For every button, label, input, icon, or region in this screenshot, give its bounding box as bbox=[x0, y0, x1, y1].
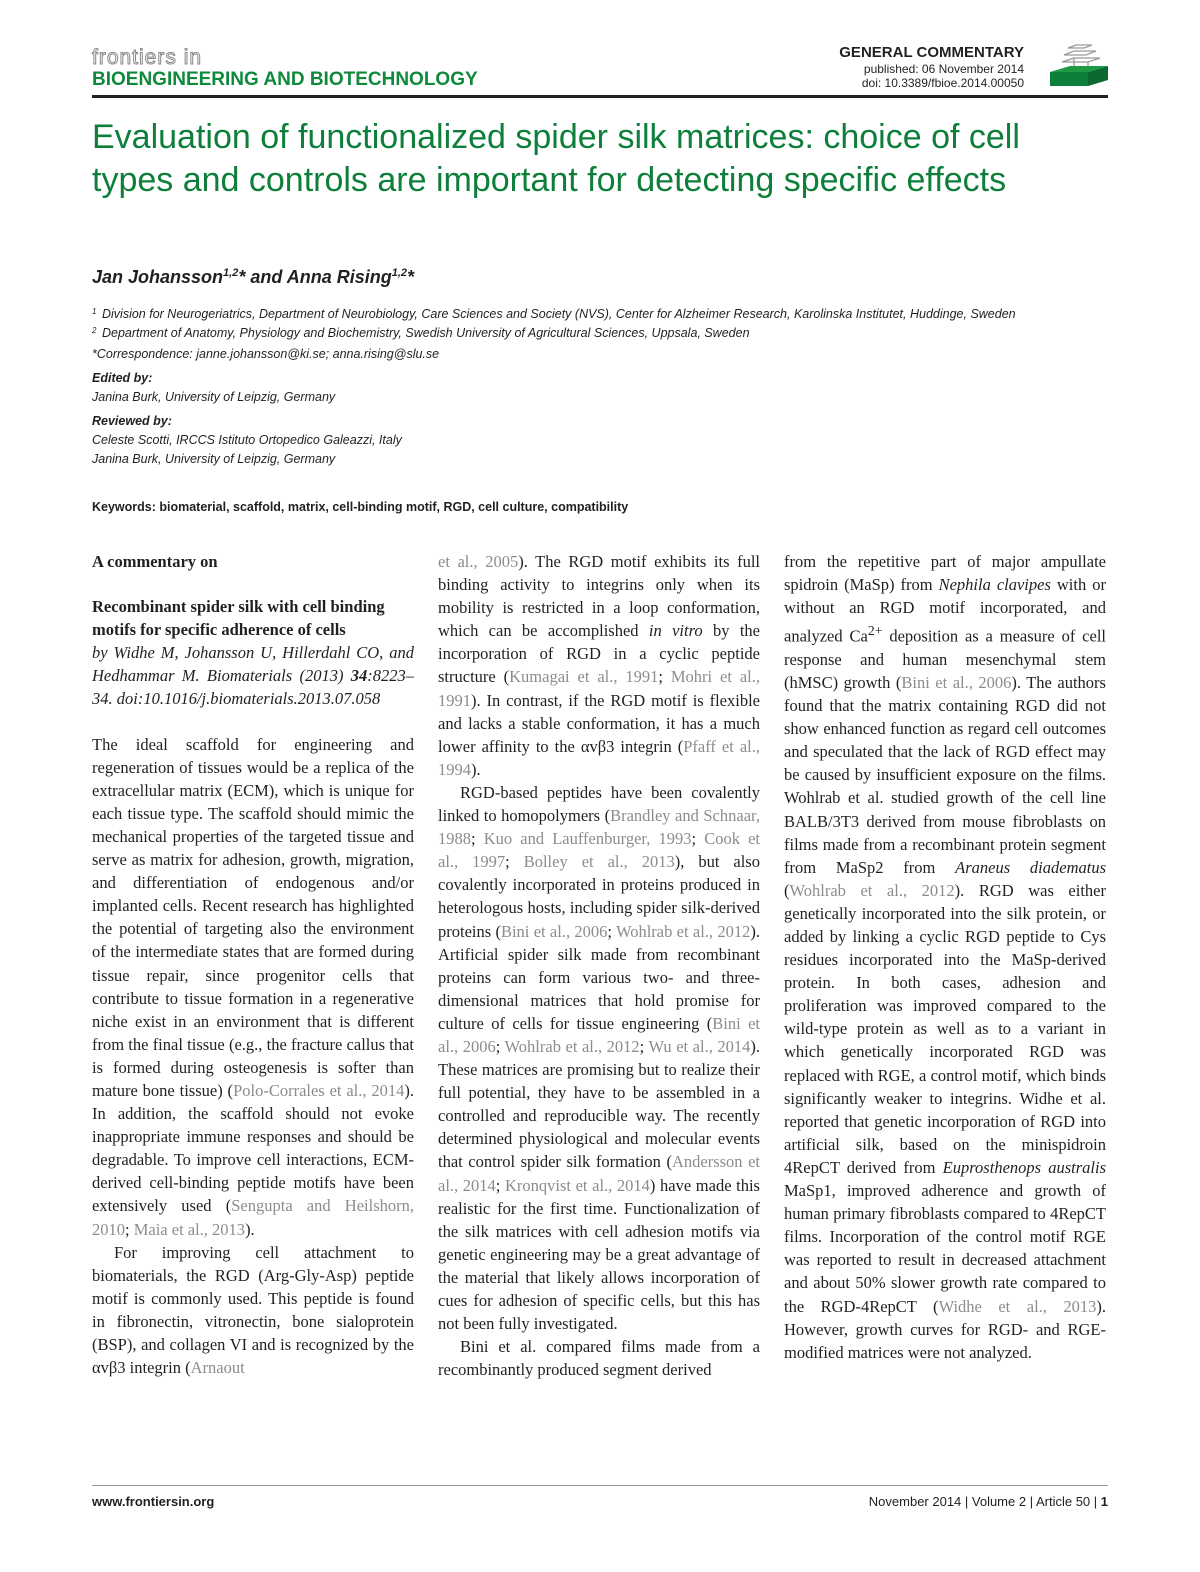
correspondence: *Correspondence: janne.johansson@ki.se; anna.rising@slu.se bbox=[92, 347, 440, 361]
citation-link[interactable]: Kuo and Lauffenburger, 1993 bbox=[483, 829, 692, 849]
citation-link[interactable]: Brandley and Schnaar, 1988 bbox=[438, 806, 760, 849]
doi: doi: 10.3389/fbioe.2014.00050 bbox=[861, 76, 1024, 90]
paragraph: Bini et al. compared films made from a recombinantly produced segment derived bbox=[438, 1337, 760, 1380]
citation-link[interactable]: Kumagai et al., 1991 bbox=[509, 667, 659, 687]
affiliation-2 bbox=[92, 324, 1092, 343]
citation-link[interactable]: Pfaff et al., 1994 bbox=[438, 736, 760, 779]
article-type: GENERAL COMMENTARY bbox=[839, 44, 1024, 61]
citation-link[interactable]: Wu et al., 2014 bbox=[648, 1036, 751, 1056]
paragraph: RGD-based peptides have been covalently linked to homopolymers (Brandley and Schnaar, 1988; Kuo and Lauffenburger, 1993; Cook et al., 1997; Bolley et al., 2013), but also covalently incorporated in proteins produced in heterologous hosts, including spider silk-derived proteins (Bini et al., 2006; Wohlrab et al., 2012). Artificial spider silk made from recombinant proteins can form various two- and three-dimensional matrices that hold promise for culture of cells for tissue engineering (Bini et al., 2006; Wohlrab et al., 2012; Wu et al., 2014). These matrices are promising but to realize their full potential, they have to be assembled in a controlled and reproducible way. The recently determined physiological and molecular events that control spider silk formation (Andersson et al., 2014; Kronqvist et al., 2014) have made this realistic for the first time. Functionalization of the silk matrices with cell adhesion motifs via genetic engineering may be a great advantage of the material that likely allows incorporation of cues for adhesion of specific cells, but this has not been fully investigated. bbox=[438, 782, 761, 1334]
citation-link[interactable]: Sengupta and Heilshorn, 2010 bbox=[92, 1196, 414, 1239]
header-rule bbox=[92, 95, 1108, 98]
paragraph: from the repetitive part of major ampullate spidroin (MaSp) from Nephila clavipes with or without an RGD motif incorporated, and analyzed $Ca^{2+}$ deposition as a measure of cell response and human mesenchymal stem (hMSC) growth (Bini et al., 2006). The authors found that the matrix containing RGD did not show enhanced function as regard cell outcomes and speculated that the lack of RGD effect may be caused by insufficient exposure on the films. Wohlrab et al. studied growth of the cell line BALB/3T3 derived from mouse fibroblasts on films made from a recombinant protein segment from MaSp2 from Araneus diadematus (Wohlrab et al., 2012). RGD was either genetically incorporated into the silk protein, or added by linking a cyclic RGD peptide to Cys residues incorporated into the MaSp-derived protein. In both cases, adhesion and proliferation was improved compared to the wild-type protein as well as to a variant in which genetically incorporated RGD was replaced with RGE, a control motif, which binds significantly weaker to integrins. Widhe et al. reported that genetic incorporation of RGD into artificial silk, based on the minispidroin 4RepCT derived from Euprosthenops australis MaSp1, improved adherence and growth of human primary fibroblasts compared to 4RepCT films. Incorporation of the control motif RGE was reported to result in decreased attachment and about 50% slower growth rate compared to the RGD-4RepCT (Widhe et al., 2013). However, growth curves for RGD- and RGE-modified matrices were not analyzed. bbox=[784, 552, 1106, 1362]
issue-info bbox=[869, 1494, 1108, 1509]
author-list bbox=[92, 267, 414, 288]
keywords: Keywords: biomaterial, scaffold, matrix, cell-binding motif, RGD, cell culture, compatibility bbox=[92, 500, 629, 514]
author-1-corr-mark: * bbox=[238, 267, 246, 287]
citation-link[interactable]: Wohlrab et al., 2012 bbox=[615, 921, 751, 941]
journal-website-link[interactable]: www.frontiersin.org bbox=[92, 1494, 215, 1509]
citation-link[interactable]: Arnaout bbox=[190, 1358, 245, 1378]
commented-article-title: Recombinant spider silk with cell binding motifs for specific adherence of cells bbox=[92, 597, 385, 640]
citation-link[interactable]: Wohlrab et al., 2012 bbox=[789, 880, 955, 900]
paragraph: The ideal scaffold for engineering and regeneration of tissues would be a replica of the extracellular matrix (ECM), which is unique for each tissue type. The scaffold should mimic the mechanical properties of the targeted tissue and serve as matrix for adhesion, growth, migration, and differentiation of endogenous and/or implanted cells. Recent research has highlighted the potential of targeting also the environment of the intermediate states that are formed during tissue repair, since progenitor cells that contribute to tissue formation in a regenerative niche exist in an environment that is different from the final tissue (e.g., the fracture callus that is formed during osteogenesis is softer than mature bone tissue) (Polo-Corrales et al., 2014). In addition, the scaffold should not evoke inappropriate immune responses and should be degradable. To improve cell interactions, ECM-derived cell-binding peptide motifs have been extensively used (Sengupta and Heilshorn, 2010; Maia et al., 2013). bbox=[92, 734, 414, 1239]
article-meta bbox=[839, 44, 1024, 90]
reviewer-2: Janina Burk, University of Leipzig, Germany bbox=[92, 452, 336, 466]
paragraph: et al., 2005). The RGD motif exhibits its full binding activity to integrins only when its mobility is restricted in a loop conformation, which can be accomplished in vitro by the incorporation of RGD in a cyclic peptide structure (Kumagai et al., 1991; Mohri et al., 1991). In contrast, if the RGD motif is flexible and lacks a stable conformation, it has a much lower affinity to the αvβ3 integrin (Pfaff et al., 1994). bbox=[438, 552, 760, 779]
footer-rule bbox=[92, 1485, 1108, 1486]
affiliation-1 bbox=[92, 305, 1092, 324]
author-1-affil: 1,2 bbox=[223, 267, 239, 279]
citation-link[interactable]: Kronqvist et al., 2014 bbox=[504, 1175, 650, 1195]
citation-link[interactable]: Cook et al., 1997 bbox=[438, 829, 760, 872]
affiliations bbox=[92, 305, 1092, 469]
edited-by-label: Edited by: bbox=[92, 371, 153, 385]
citation-link[interactable]: Mohri et al., 1991 bbox=[438, 667, 760, 710]
stacked-layers-logo-icon bbox=[1048, 40, 1110, 90]
citation-volume: 34 bbox=[350, 666, 368, 686]
reviewer-1: Celeste Scotti, IRCCS Istituto Ortopedico Galeazzi, Italy bbox=[92, 433, 402, 447]
citation-link[interactable]: Wohlrab et al., 2012 bbox=[504, 1036, 640, 1056]
citation-link[interactable]: Andersson et al., 2014 bbox=[438, 1152, 761, 1195]
body-column-3 bbox=[784, 550, 1106, 1364]
published-date: published: 06 November 2014 bbox=[863, 62, 1024, 76]
editor-1: Janina Burk, University of Leipzig, Germany bbox=[92, 390, 336, 404]
journal-brand-top: frontiers in bbox=[92, 46, 203, 69]
commentary-heading: A commentary on bbox=[92, 552, 218, 571]
author-2: Anna Rising bbox=[286, 267, 392, 287]
body-column-2 bbox=[438, 550, 760, 1381]
affiliation-1-text: Division for Neurogeriatrics, Department of Neurobiology, Care Sciences and Society (NVS), Center for Alzheimer Research, Karolinska Institutet, Huddinge, Sweden bbox=[102, 307, 1016, 321]
issue-text: November 2014 | Volume 2 | Article 50 | bbox=[868, 1494, 1101, 1509]
citation-link[interactable]: Bini et al., 2006 bbox=[438, 1013, 760, 1056]
affiliation-1-number: 1 bbox=[92, 307, 97, 316]
body-column-1 bbox=[92, 550, 414, 1379]
article-title: Evaluation of functionalized spider silk matrices: choice of cell types and controls are important for detecting specific effects bbox=[92, 118, 1020, 199]
citation-link[interactable]: Polo-Corrales et al., 2014 bbox=[233, 1080, 405, 1100]
citation-link[interactable]: Bini et al., 2006 bbox=[500, 921, 608, 941]
paragraph: For improving cell attachment to biomaterials, the RGD (Arg-Gly-Asp) peptide motif is commonly used. This peptide is found in fibronectin, vitronectin, bone sialoprotein (BSP), and collagen VI and is recognized by the αvβ3 integrin (Arnaout bbox=[92, 1242, 414, 1378]
reviewed-by-label: Reviewed by: bbox=[92, 414, 172, 428]
author-2-affil: 1,2 bbox=[391, 267, 408, 279]
author-conjunction: and bbox=[245, 267, 287, 287]
citation-link[interactable]: Maia et al., 2013 bbox=[133, 1219, 246, 1239]
citation-authors: by Widhe M, Johansson U, Hillerdahl CO, and Hedhammar M. Biomaterials (2013) bbox=[92, 643, 414, 686]
citation-link[interactable]: et al., 2005 bbox=[438, 552, 519, 571]
affiliation-2-number: 2 bbox=[92, 326, 97, 335]
author-2-corr-mark: * bbox=[407, 267, 415, 287]
journal-name: BIOENGINEERING AND BIOTECHNOLOGY bbox=[92, 69, 478, 90]
citation-link[interactable]: Widhe et al., 2013 bbox=[938, 1296, 1097, 1316]
citation-link[interactable]: Bolley et al., 2013 bbox=[523, 852, 675, 872]
citation-link[interactable]: Bini et al., 2006 bbox=[901, 672, 1012, 692]
author-1: Jan Johansson bbox=[92, 267, 224, 287]
citation-rest: :8223–34. doi:10.1016/j.biomaterials.2013.07.058 bbox=[92, 666, 414, 709]
page-number: 1 bbox=[1100, 1494, 1108, 1509]
affiliation-2-text: Department of Anatomy, Physiology and Biochemistry, Swedish University of Agricultural Sciences, Uppsala, Sweden bbox=[102, 326, 750, 340]
commented-article-citation bbox=[92, 641, 414, 710]
